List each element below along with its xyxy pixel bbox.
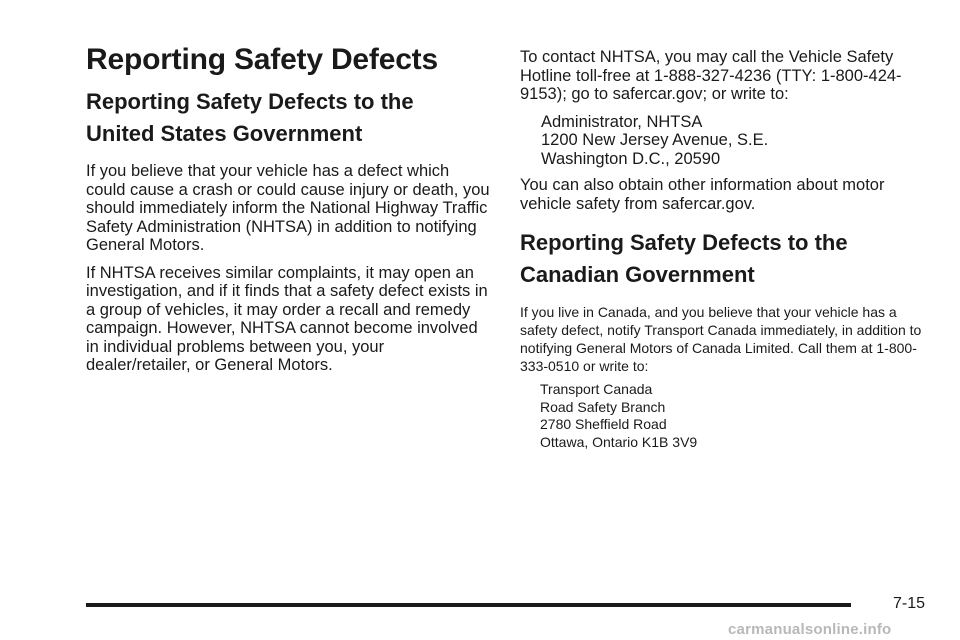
ca-paragraph: If you live in Canada, and you believe that your vehicle has a safety defect, notify Transport Canada immediately, in addition to notifying General Motors of Canada Limited. Call them at 1-800-333-0510 or write to:: [520, 304, 922, 374]
tc-address-line: 2780 Sheffield Road: [540, 416, 667, 432]
ca-section-body: [520, 303, 930, 451]
us-heading-line2: United States Government: [86, 121, 363, 146]
nhtsa-address: [541, 113, 930, 169]
us-section-heading: [86, 86, 490, 150]
ca-heading-line1: Reporting Safety Defects to the: [520, 230, 848, 255]
nhtsa-address-line: Washington D.C., 20590: [541, 149, 721, 168]
right-column: [520, 48, 930, 459]
us-paragraph-2: If NHTSA receives similar complaints, it may open an investigation, and if it finds that a safety defect exists in a group of vehicles, it may order a recall and remedy campaign. However, NHTSA cannot become involved in individual problems between you, your dealer/retailer, or General Motors.: [86, 263, 488, 374]
page-title: Reporting Safety Defects: [86, 43, 438, 76]
us-heading-line1: Reporting Safety Defects to the: [86, 89, 414, 114]
watermark: carmanualsonline.info: [728, 621, 892, 638]
nhtsa-address-line: Administrator, NHTSA: [541, 112, 703, 131]
tc-address-line: Ottawa, Ontario K1B 3V9: [540, 433, 698, 450]
ca-section-heading: [520, 227, 930, 291]
tc-address-line: Transport Canada: [540, 381, 653, 397]
left-column: [86, 42, 490, 384]
nhtsa-contact-paragraph: To contact NHTSA, you may call the Vehicle Safety Hotline toll-free at 1-888-327-4236 (TTY: 1-800-424-9153); go to safercar.gov; or write to:: [520, 48, 902, 103]
us-paragraph-1: If you believe that your vehicle has a defect which could cause a crash or could cause injury or death, you should immediately inform the National Highway Traffic Safety Administration (NHTSA) in addition to notifying General Motors.: [86, 162, 490, 254]
footer-rule: [86, 603, 851, 607]
ca-heading-line2: Canadian Government: [520, 262, 755, 287]
tc-address-line: Road Safety Branch: [540, 398, 666, 415]
transport-canada-address: [540, 381, 930, 451]
safety-info-paragraph: You can also obtain other information about motor vehicle safety from safercar.gov.: [520, 176, 885, 213]
nhtsa-address-line: 1200 New Jersey Avenue, S.E.: [541, 131, 769, 149]
page-number: 7-15: [893, 595, 926, 612]
